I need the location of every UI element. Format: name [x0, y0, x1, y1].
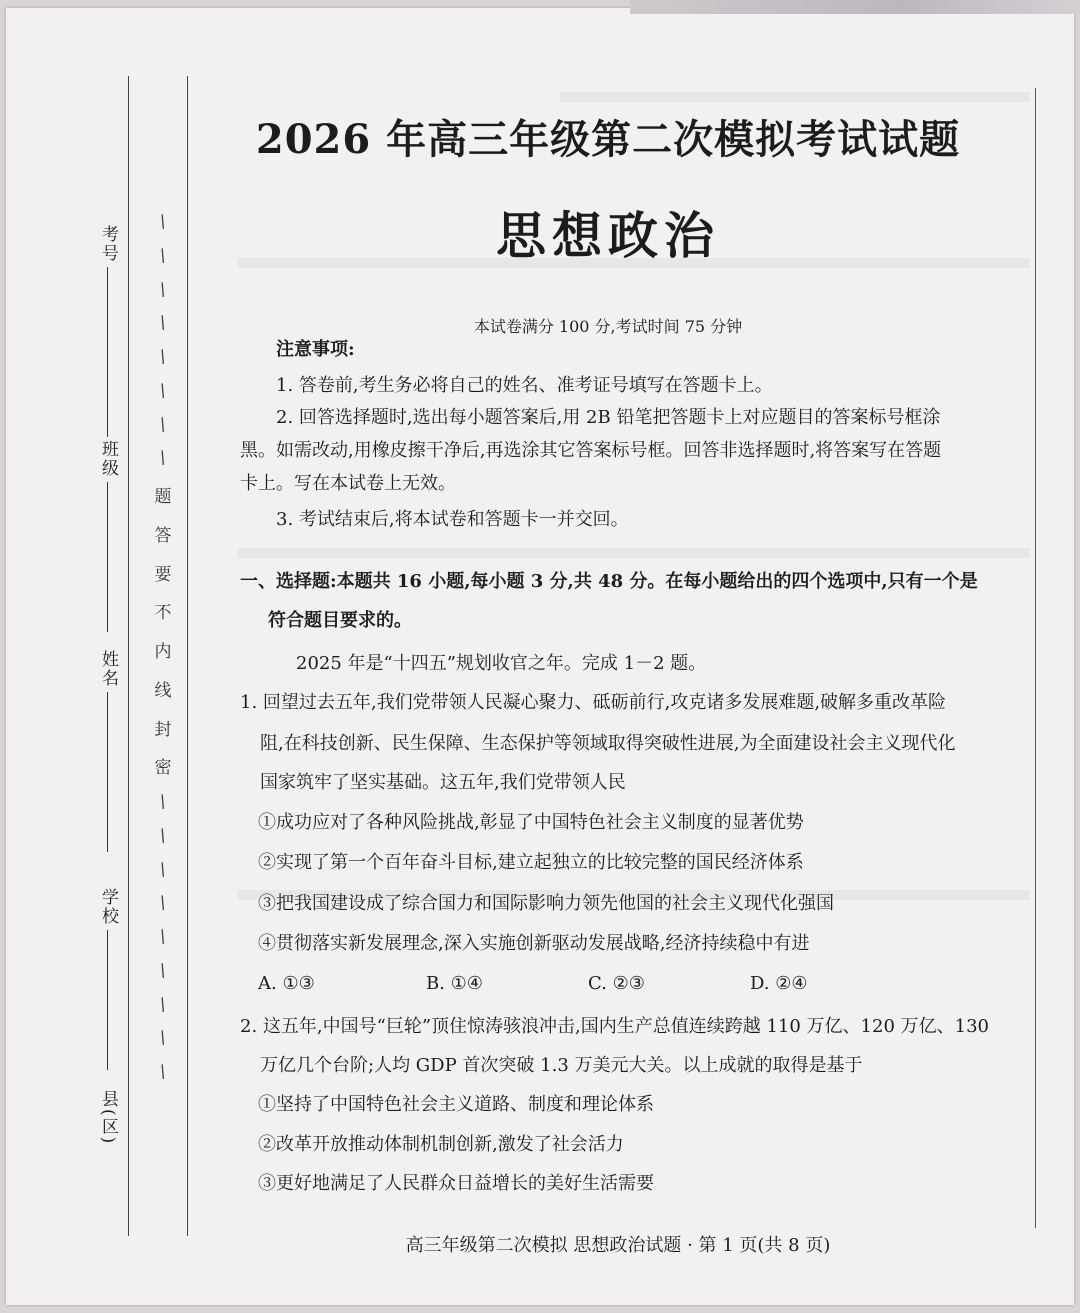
- q1-item: ③把我国建设成了综合国力和国际影响力领先他国的社会主义现代化强国: [258, 893, 834, 914]
- seal-char: 题: [154, 487, 172, 507]
- seal-dash: /: [156, 791, 170, 813]
- q1-item: ②实现了第一个百年奋斗目标,建立起独立的比较完整的国民经济体系: [258, 852, 804, 873]
- q2-stem: 万亿几个台阶;人均 GDP 首次突破 1.3 万美元大关。以上成就的取得是基于: [260, 1055, 863, 1076]
- q1-stem: 1. 回望过去五年,我们党带领人民凝心聚力、砥砺前行,攻克诸多发展难题,破解多重改革险: [240, 692, 947, 713]
- field-label: 姓名: [98, 650, 118, 688]
- option-c: C. ②③: [588, 973, 645, 994]
- q1-options: [258, 973, 818, 997]
- seal-char: 不: [154, 603, 172, 624]
- seal-char: 线: [154, 680, 172, 701]
- binding-line-outer: [128, 76, 129, 1236]
- seal-dash: /: [156, 346, 170, 368]
- exam-number-field: [88, 225, 128, 437]
- seal-dash: /: [156, 960, 170, 982]
- seal-dash: /: [156, 994, 170, 1015]
- bleed-through-mark: [560, 92, 1030, 102]
- notice-line: 1. 答卷前,考生务必将自己的姓名、准考证号填写在答题卡上。: [276, 375, 773, 396]
- q2-item: ①坚持了中国特色社会主义道路、制度和理论体系: [258, 1094, 654, 1115]
- seal-dash: /: [156, 380, 170, 402]
- subject-title: 思想政治: [496, 206, 720, 265]
- section-heading: 一、选择题:本题共 16 小题,每小题 3 分,共 48 分。在每小题给出的四个选项中,只有一个是: [240, 571, 978, 592]
- seal-dash: /: [156, 859, 170, 880]
- notice-line: 2. 回答选择题时,选出每小题答案后,用 2B 铅笔把答题卡上对应题目的答案标号框涂: [276, 407, 941, 428]
- field-label: 学校: [98, 888, 118, 926]
- seal-char: 要: [154, 564, 172, 585]
- binding-line-inner: [187, 76, 188, 1236]
- field-label: 县(区): [98, 1090, 118, 1146]
- margin-line-right: [1035, 88, 1036, 1228]
- class-field: [88, 440, 128, 632]
- notice-heading: 注意事项:: [276, 339, 355, 360]
- option-d: D. ②④: [750, 973, 808, 994]
- notice-line: 3. 考试结束后,将本试卷和答题卡一并交回。: [276, 509, 629, 530]
- fill-blank-line: [107, 267, 109, 437]
- seal-dash: /: [156, 414, 170, 435]
- seal-dash: /: [156, 892, 170, 914]
- seal-dash: /: [156, 1061, 170, 1083]
- context-stem: 2025 年是“十四五”规划收官之年。完成 1－2 题。: [296, 653, 707, 674]
- notice-line: 卡上。写在本试卷上无效。: [240, 473, 456, 494]
- seal-dash: /: [156, 312, 170, 334]
- background-edge: [630, 0, 1080, 14]
- field-label: 考号: [98, 225, 118, 263]
- fill-blank-line: [107, 930, 109, 1070]
- bleed-through-mark: [238, 548, 1030, 558]
- option-a: A. ①③: [258, 973, 315, 994]
- exam-title: 2026 年高三年级第二次模拟考试试题: [255, 116, 961, 163]
- q1-stem: 阻,在科技创新、民生保障、生态保护等领域取得突破性进展,为全面建设社会主义现代化: [260, 733, 956, 754]
- county-field: [88, 1090, 128, 1145]
- seal-dash: /: [156, 825, 170, 847]
- section-heading-cont: 符合题目要求的。: [268, 610, 412, 631]
- option-b: B. ①④: [426, 973, 483, 994]
- field-label: 班级: [98, 440, 118, 478]
- seal-dash: /: [156, 279, 170, 300]
- seal-dash: /: [156, 926, 170, 948]
- q1-stem: 国家筑牢了坚实基础。这五年,我们党带领人民: [260, 772, 626, 793]
- notice-line: 黑。如需改动,用橡皮擦干净后,再选涂其它答案标号框。回答非选择题时,将答案写在答题: [240, 440, 942, 461]
- name-field: [88, 650, 128, 852]
- q1-item: ①成功应对了各种风险挑战,彰显了中国特色社会主义制度的显著优势: [258, 812, 804, 833]
- fill-blank-line: [107, 482, 109, 632]
- seal-char: 密: [154, 758, 172, 779]
- seal-line-column: [148, 212, 178, 1082]
- seal-dash: /: [156, 245, 170, 267]
- fill-blank-line: [107, 692, 109, 852]
- exam-meta: 本试卷满分 100 分,考试时间 75 分钟: [473, 317, 743, 336]
- q1-item: ④贯彻落实新发展理念,深入实施创新驱动发展战略,经济持续稳中有进: [258, 933, 810, 954]
- seal-char: 内: [154, 642, 172, 662]
- q2-item: ③更好地满足了人民群众日益增长的美好生活需要: [258, 1173, 654, 1194]
- seal-dash: /: [156, 211, 170, 233]
- school-field: [88, 888, 128, 1070]
- seal-char: 封: [154, 719, 172, 740]
- seal-char: 答: [154, 525, 172, 546]
- q2-stem: 2. 这五年,中国号“巨轮”顶住惊涛骇浪冲击,国内生产总值连续跨越 110 万亿、120 万亿、130: [240, 1016, 989, 1037]
- seal-dash: /: [156, 447, 170, 469]
- seal-dash: /: [156, 1027, 170, 1049]
- q2-item: ②改革开放推动体制机制创新,激发了社会活力: [258, 1134, 624, 1155]
- page-footer: 高三年级第二次模拟 思想政治试题 · 第 1 页(共 8 页): [405, 1235, 831, 1256]
